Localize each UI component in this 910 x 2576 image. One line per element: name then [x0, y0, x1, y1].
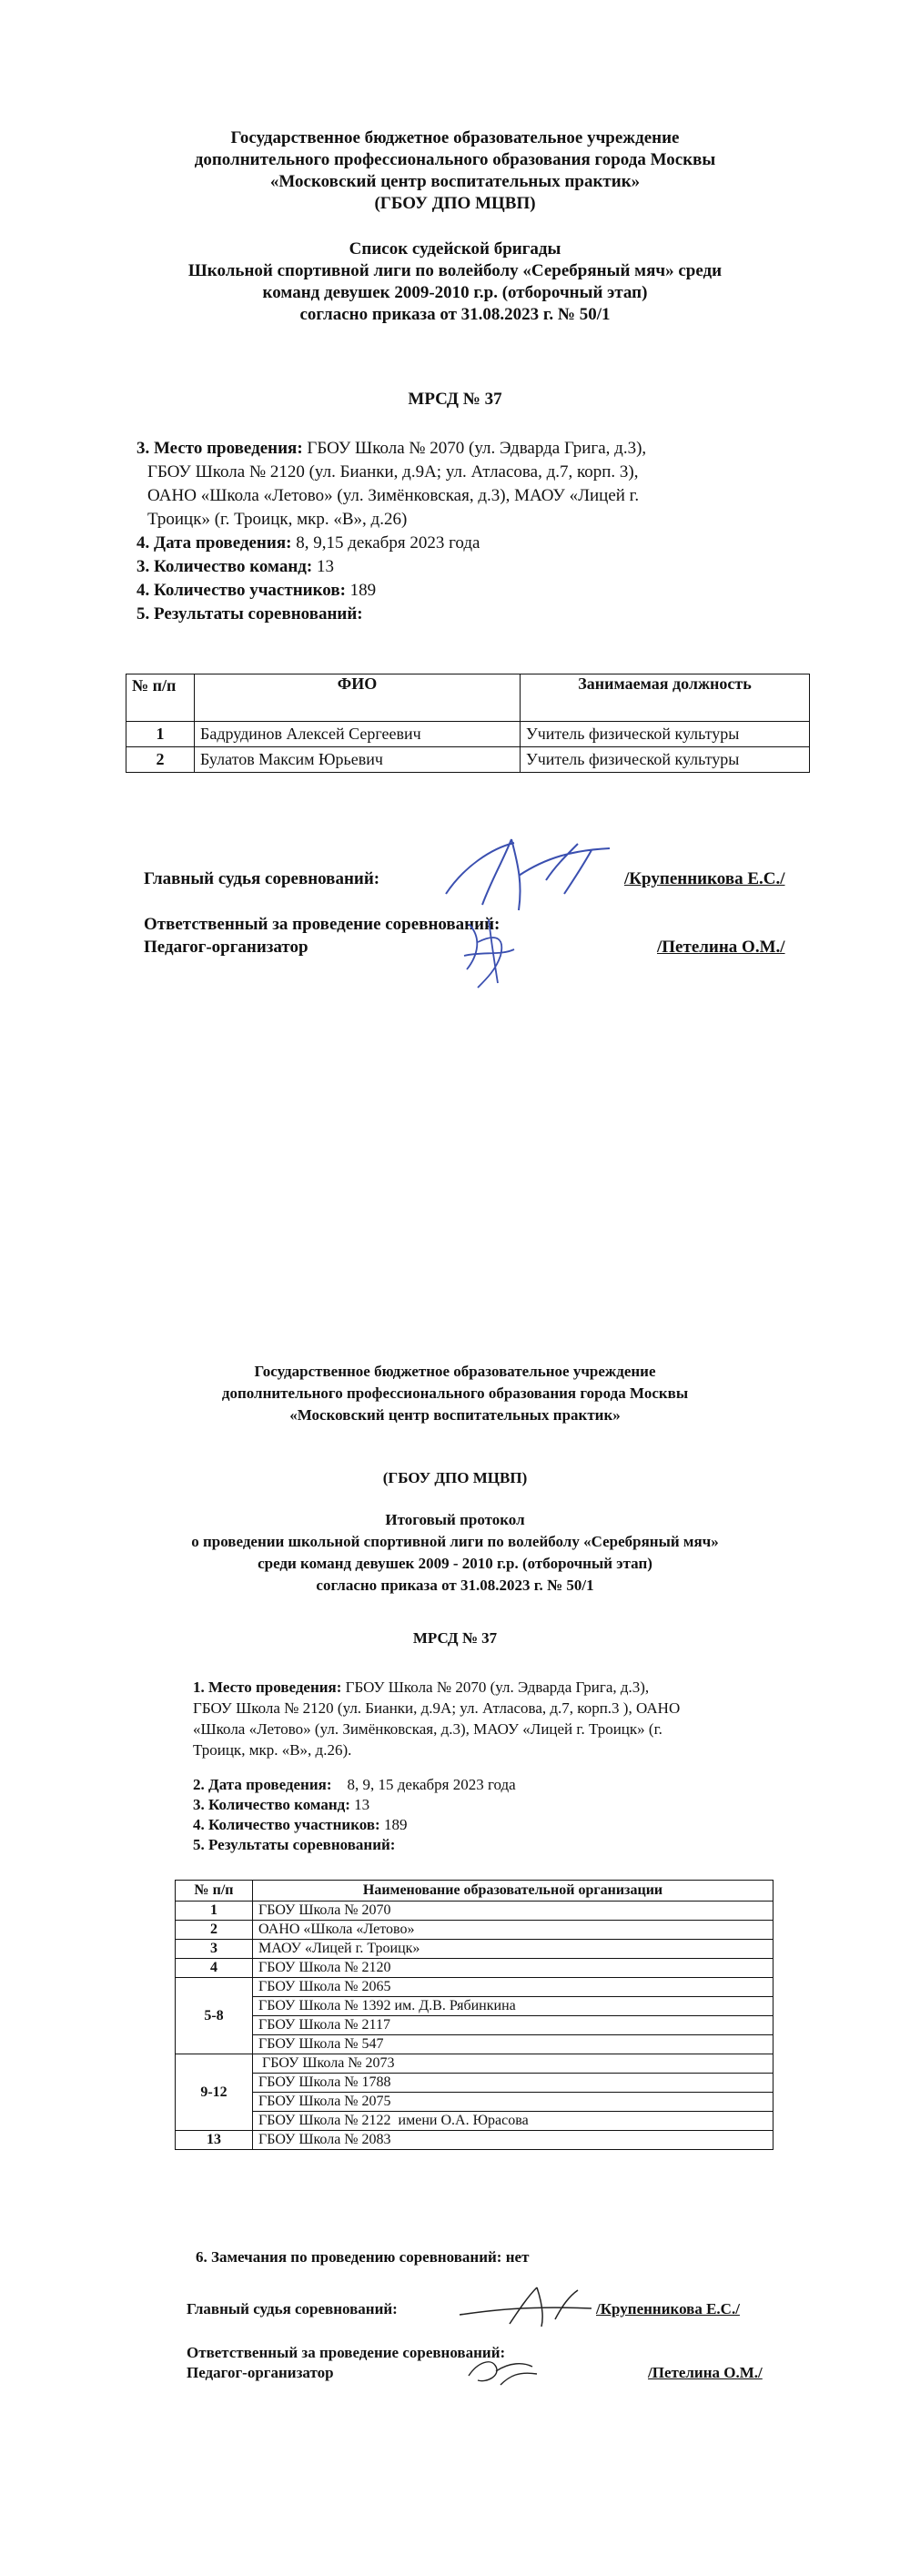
participants-value: 189 — [345, 581, 377, 600]
title-line: о проведении школьной спортивной лиги по волейболу «Серебряный мяч» — [191, 1533, 719, 1550]
title-line: Итоговый протокол — [385, 1511, 525, 1528]
cell-place: 9-12 — [176, 2054, 253, 2131]
header-line: «Московский центр воспитательных практик» — [289, 1406, 621, 1424]
place-line: ОАНО «Школа «Летово» (ул. Зимёнковская, д.3), МАОУ «Лицей г. — [147, 486, 640, 505]
chief-judge-signature — [455, 2283, 601, 2328]
table-row — [176, 2131, 774, 2150]
cell-name: Бадрудинов Алексей Сергеевич — [195, 722, 521, 747]
cell-organization: ГБОУ Школа № 2122 имени О.А. Юрасова — [253, 2112, 774, 2131]
results-table — [175, 1880, 774, 2150]
column-header-number: № п/п — [126, 674, 195, 722]
document-title — [73, 1509, 837, 1597]
cell-place: 5-8 — [176, 1978, 253, 2054]
cell-place: 1 — [176, 1902, 253, 1921]
date-item — [193, 1775, 812, 1795]
place-line: ГБОУ Школа № 2120 (ул. Бианки, д.9А; ул. Атласова, д.7, корп.3 ), ОАНО — [193, 1699, 681, 1717]
table-row — [126, 747, 810, 773]
place-label: 3. Место проведения: — [136, 439, 303, 458]
place-line: ГБОУ Школа № 2070 (ул. Эдварда Грига, д.3), — [341, 1678, 650, 1696]
title-line: согласно приказа от 31.08.2023 г. № 50/1 — [299, 305, 611, 324]
place-item — [136, 437, 810, 461]
cell-place: 3 — [176, 1940, 253, 1959]
organizer-signature — [450, 906, 523, 992]
table-row — [176, 1959, 774, 1978]
cell-organization: ГБОУ Школа № 2120 — [253, 1959, 774, 1978]
results-label: 5. Результаты соревнований: — [136, 604, 363, 624]
teams-label: 3. Количество команд: — [136, 557, 313, 576]
teams-value: 13 — [349, 1796, 370, 1813]
remarks: 6. Замечания по проведению соревнований: нет — [196, 2248, 530, 2266]
results-item — [193, 1835, 812, 1855]
cell-organization: ГБОУ Школа № 547 — [253, 2035, 774, 2054]
cell-organization: ГБОУ Школа № 1788 — [253, 2074, 774, 2093]
judges-table — [126, 674, 810, 773]
chief-judge-label: Главный судья соревнований: — [144, 869, 380, 888]
cell-number: 2 — [126, 747, 195, 773]
place-line: ГБОУ Школа № 2120 (ул. Бианки, д.9А; ул. Атласова, д.7, корп. 3), — [147, 462, 639, 482]
header-line: Государственное бюджетное образовательное учреждение — [230, 128, 680, 147]
organizer-name: /Петелина О.М./ — [648, 2364, 763, 2381]
cell-organization: ГБОУ Школа № 1392 им. Д.В. Рябинкина — [253, 1997, 774, 2016]
title-line: среди команд девушек 2009 - 2010 г.р. (отборочный этап) — [258, 1555, 652, 1572]
mrsd-number: МРСД № 37 — [412, 1629, 498, 1647]
header-line: «Московский центр воспитательных практик» — [269, 172, 641, 191]
competition-details — [136, 437, 810, 626]
teams-item — [136, 555, 810, 579]
cell-organization: ГБОУ Школа № 2065 — [253, 1978, 774, 1997]
column-header-place: № п/п — [176, 1881, 253, 1902]
table-row — [176, 1902, 774, 1921]
table-row — [176, 1978, 774, 1997]
responsible-label: Ответственный за проведение соревнований: — [187, 2344, 506, 2361]
cell-place: 13 — [176, 2131, 253, 2150]
competition-details — [193, 1677, 812, 1855]
table-row — [126, 722, 810, 747]
results-item — [136, 603, 810, 626]
institution-abbreviation: (ГБОУ ДПО МЦВП) — [382, 1469, 528, 1486]
place-line: Троицк, мкр. «В», д.26). — [193, 1741, 352, 1759]
results-label: 5. Результаты соревнований: — [193, 1836, 396, 1853]
table-row — [176, 2035, 774, 2054]
cell-organization: ГБОУ Школа № 2070 — [253, 1902, 774, 1921]
results-table-body — [176, 1902, 774, 2150]
column-header-organization: Наименование образовательной организации — [253, 1881, 774, 1902]
chief-judge-name: /Крупенникова Е.С./ — [596, 2300, 740, 2317]
table-row — [176, 2016, 774, 2035]
cell-organization: МАОУ «Лицей г. Троицк» — [253, 1940, 774, 1959]
participants-item — [136, 579, 810, 603]
cell-position: Учитель физической культуры — [521, 722, 810, 747]
table-row — [176, 2112, 774, 2131]
cell-organization: ГБОУ Школа № 2075 — [253, 2093, 774, 2112]
place-line: ГБОУ Школа № 2070 (ул. Эдварда Грига, д.3), — [302, 439, 647, 458]
place-line: «Школа «Летово» (ул. Зимёнковская, д.3), МАОУ «Лицей г. Троицк» (г. — [193, 1720, 662, 1738]
cell-organization: ГБОУ Школа № 2073 — [253, 2054, 774, 2074]
header-line: дополнительного профессионального образования города Москвы — [221, 1384, 689, 1402]
date-item — [136, 532, 810, 555]
participants-label: 4. Количество участников: — [136, 581, 346, 600]
organizer-label: Педагог-организатор — [144, 938, 308, 957]
chief-judge-name: /Крупенникова Е.С./ — [624, 869, 785, 888]
organizer-label: Педагог-организатор — [187, 2364, 334, 2381]
date-value: 8, 9,15 декабря 2023 года — [291, 533, 480, 553]
organizer-signature — [460, 2348, 541, 2389]
chief-judge-signature — [428, 830, 619, 917]
table-row — [176, 1997, 774, 2016]
table-header-row — [176, 1881, 774, 1902]
teams-value: 13 — [312, 557, 334, 576]
table-row — [176, 1921, 774, 1940]
column-header-name: ФИО — [195, 674, 521, 722]
organizer-name: /Петелина О.М./ — [657, 938, 785, 957]
participants-item — [193, 1815, 812, 1835]
participants-label: 4. Количество участников: — [193, 1816, 380, 1833]
cell-organization: ГБОУ Школа № 2117 — [253, 2016, 774, 2035]
title-line: Список судейской бригады — [349, 239, 561, 259]
cell-name: Булатов Максим Юрьевич — [195, 747, 521, 773]
header-line: (ГБОУ ДПО МЦВП) — [374, 194, 536, 213]
title-line: Школьной спортивной лиги по волейболу «Серебряный мяч» среди — [187, 261, 723, 280]
mrsd-number: МРСД № 37 — [408, 390, 502, 409]
cell-number: 1 — [126, 722, 195, 747]
cell-place: 2 — [176, 1921, 253, 1940]
title-line: команд девушек 2009-2010 г.р. (отборочный этап) — [262, 283, 648, 302]
institution-header — [73, 127, 837, 215]
date-value: 8, 9, 15 декабря 2023 года — [331, 1776, 516, 1793]
institution-header — [73, 1361, 837, 1426]
cell-organization: ГБОУ Школа № 2083 — [253, 2131, 774, 2150]
place-item — [193, 1677, 812, 1698]
cell-place: 4 — [176, 1959, 253, 1978]
table-row — [176, 2054, 774, 2074]
table-row — [176, 2093, 774, 2112]
chief-judge-label: Главный судья соревнований: — [187, 2300, 398, 2317]
date-label: 2. Дата проведения: — [193, 1776, 332, 1793]
teams-label: 3. Количество команд: — [193, 1796, 350, 1813]
document-page-2 — [0, 1311, 910, 2576]
responsible-label: Ответственный за проведение соревнований: — [144, 915, 500, 934]
table-row — [176, 2074, 774, 2093]
cell-organization: ОАНО «Школа «Летово» — [253, 1921, 774, 1940]
column-header-position: Занимаемая должность — [521, 674, 810, 722]
place-line: Троицк» (г. Троицк, мкр. «В», д.26) — [147, 510, 408, 529]
title-line: согласно приказа от 31.08.2023 г. № 50/1 — [316, 1577, 594, 1594]
header-line: дополнительного профессионального образования города Москвы — [194, 150, 716, 169]
cell-position: Учитель физической культуры — [521, 747, 810, 773]
header-line: Государственное бюджетное образовательное учреждение — [254, 1363, 656, 1380]
document-title — [73, 238, 837, 326]
place-label: 1. Место проведения: — [193, 1678, 342, 1696]
teams-item — [193, 1795, 812, 1815]
table-row — [176, 1940, 774, 1959]
table-header-row — [126, 674, 810, 722]
date-label: 4. Дата проведения: — [136, 533, 292, 553]
participants-value: 189 — [379, 1816, 408, 1833]
